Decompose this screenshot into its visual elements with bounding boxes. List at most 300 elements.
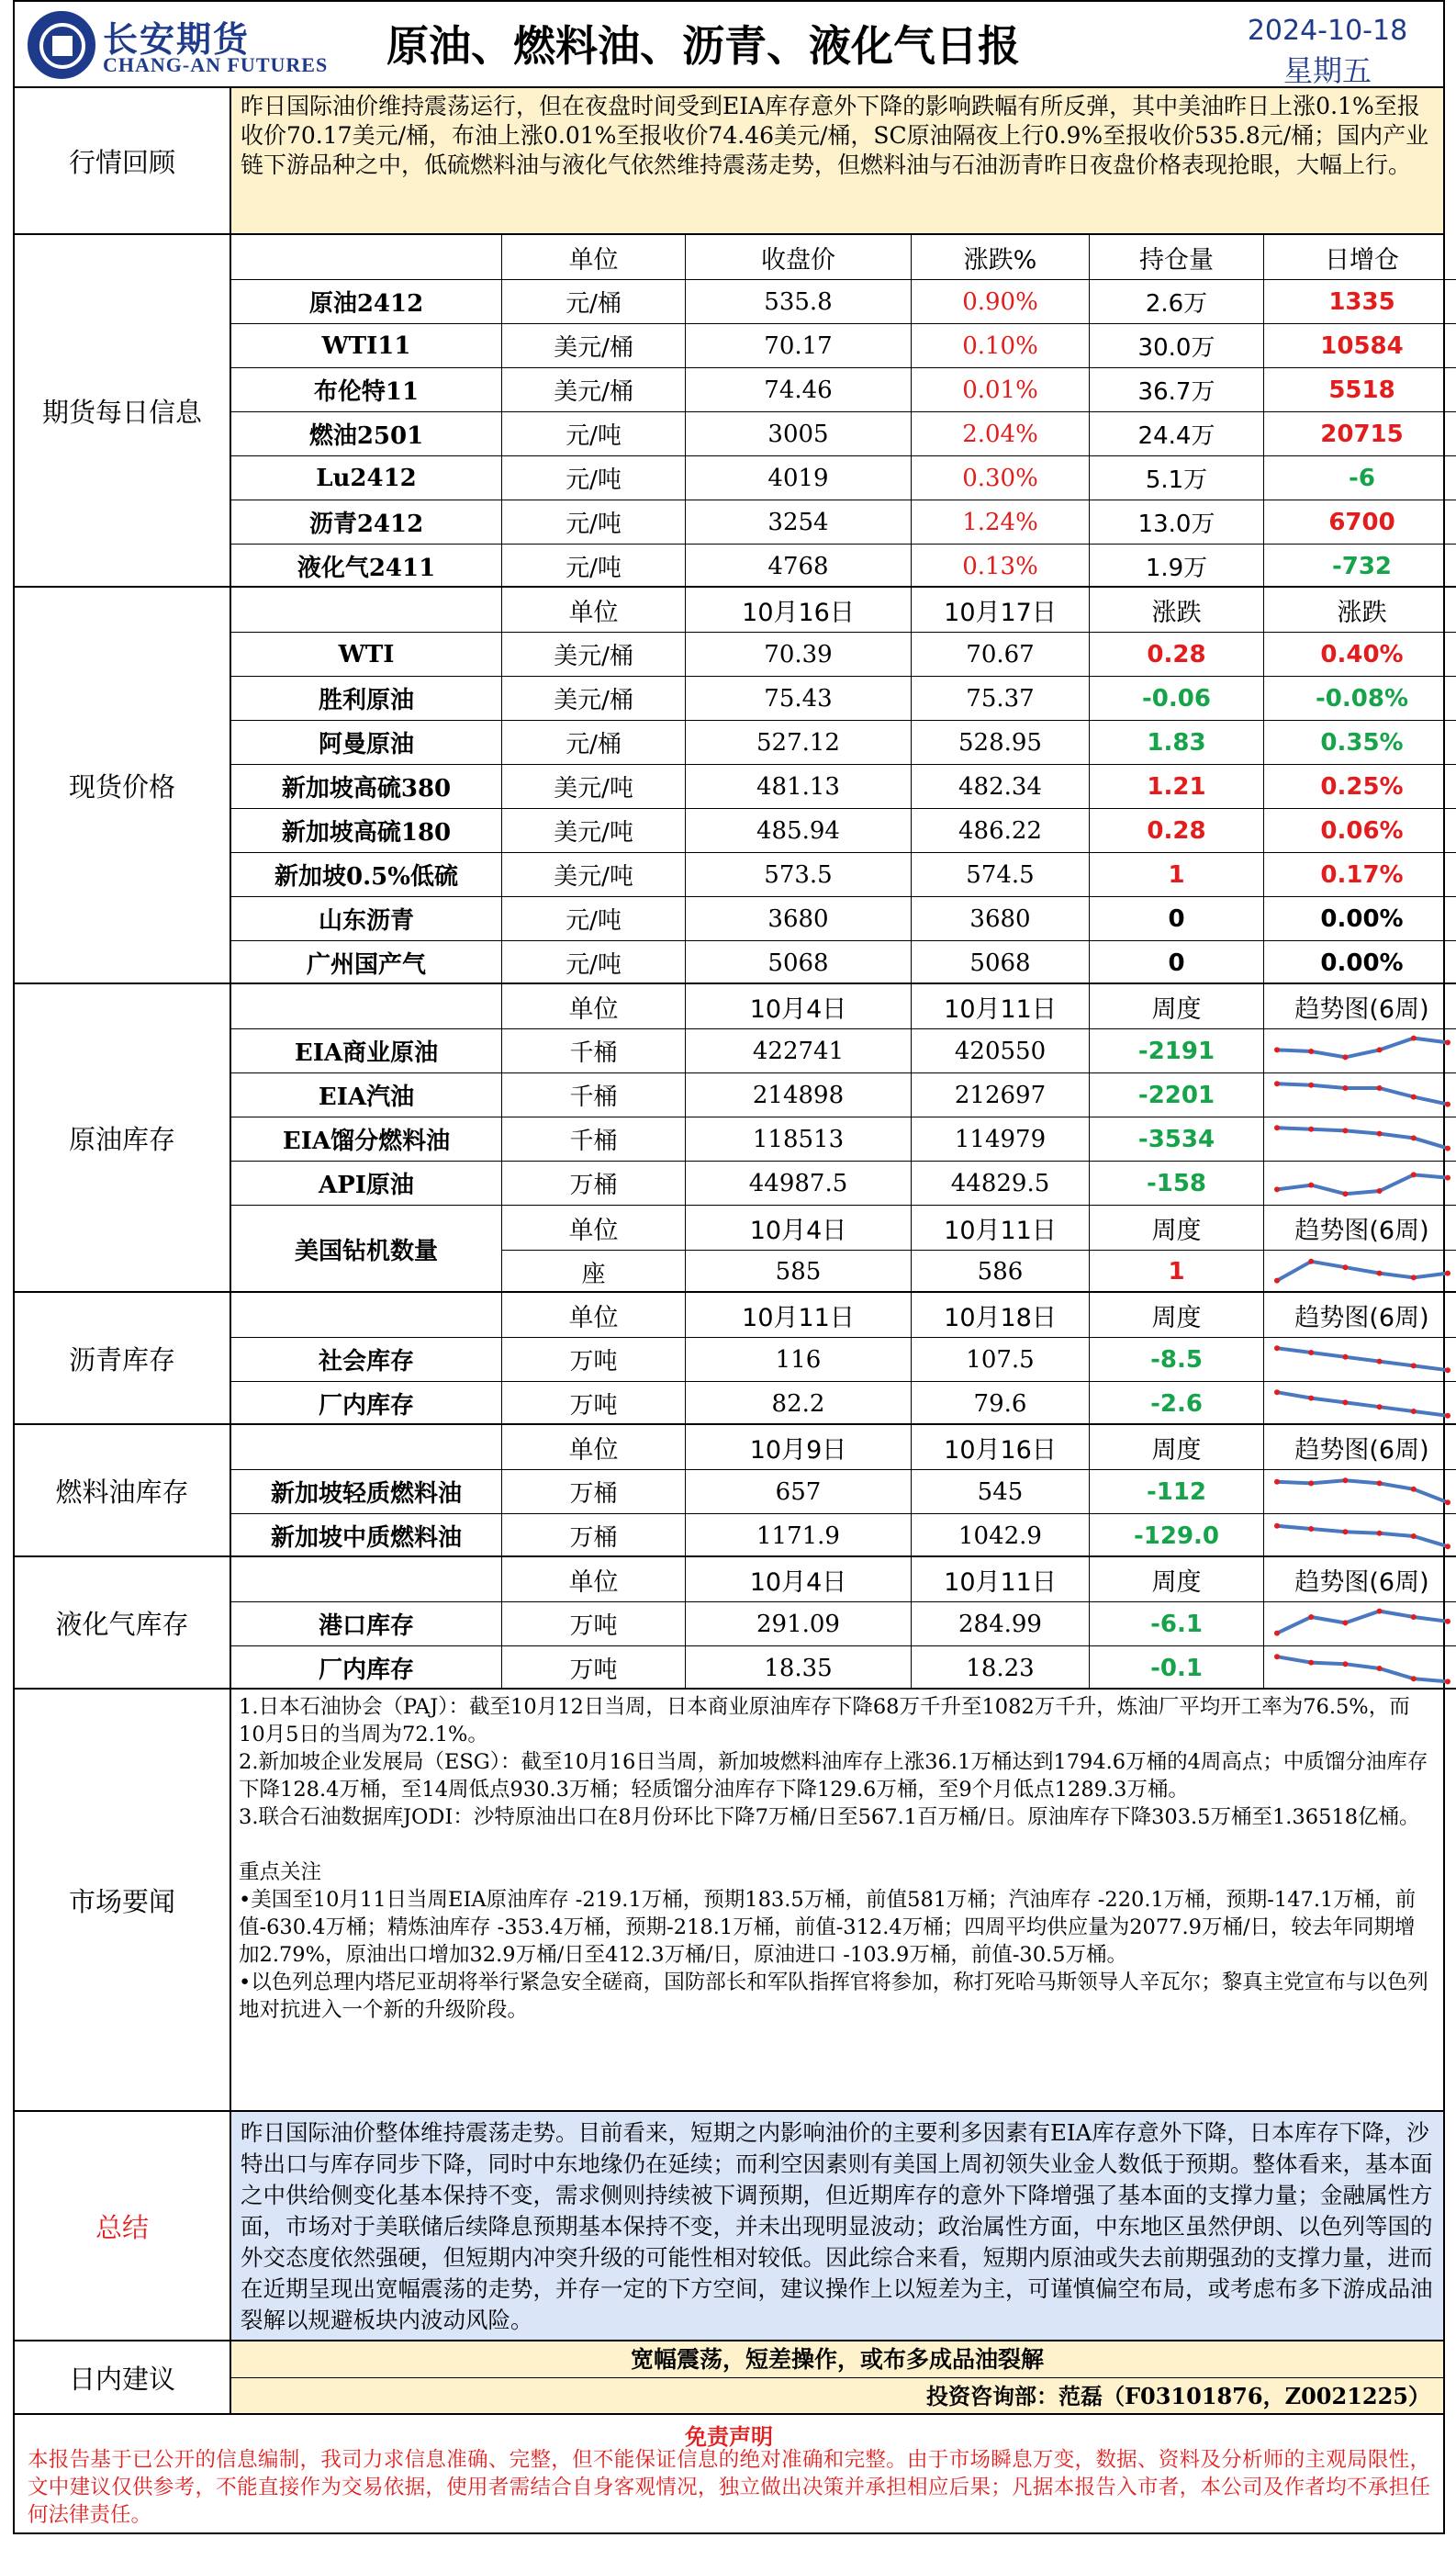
column-header: 周度: [1089, 1206, 1263, 1250]
price-day1: 527.12: [685, 721, 911, 764]
value-week1: 657: [685, 1470, 911, 1513]
trend-point: [1377, 1130, 1383, 1136]
stock-row: [231, 1601, 1456, 1645]
table-header-row: [231, 1293, 1456, 1337]
stock-name: 新加坡轻质燃料油: [270, 1480, 462, 1508]
column-header: 10月11日: [911, 984, 1089, 1028]
column-header: 趋势图(6周): [1263, 1557, 1456, 1601]
futures-row: [231, 500, 1456, 544]
unit: 万桶: [501, 1162, 685, 1205]
section-label-advice: 日内建议: [15, 2341, 231, 2415]
trend-chart: [1264, 1073, 1456, 1117]
unit: 万吨: [501, 1646, 685, 1690]
oi-change: -6: [1263, 456, 1456, 500]
price-day2: 70.67: [911, 633, 1089, 676]
stock-name: EIA商业原油: [294, 1039, 439, 1067]
change-pct: 0.00%: [1263, 941, 1456, 984]
crude-stock-table: [231, 984, 1456, 1293]
futures-table: [231, 235, 1456, 588]
news-focus-title: 重点关注: [239, 1860, 322, 1884]
trend-point: [1342, 1529, 1348, 1534]
rig-data-row: [231, 1250, 1456, 1294]
trend-point: [1377, 1358, 1383, 1364]
column-header: 趋势图(6周): [1263, 1206, 1456, 1250]
column-header: 涨跌: [1089, 588, 1263, 632]
unit: 元/桶: [501, 721, 685, 764]
section-label-lpg-stock: 液化气库存: [15, 1557, 231, 1690]
report-title: 原油、燃料油、沥青、液化气日报: [386, 21, 1020, 71]
trend-point: [1308, 1480, 1314, 1486]
trend-sparkline: [1263, 1073, 1456, 1117]
column-header: 10月16日: [911, 1425, 1089, 1469]
trend-point: [1445, 1499, 1450, 1505]
report-weekday: 星期五: [1282, 53, 1372, 88]
stock-name: API原油: [319, 1172, 414, 1199]
price-day1: 75.43: [685, 677, 911, 720]
trend-point: [1411, 1035, 1417, 1040]
value-week1: 422741: [685, 1029, 911, 1072]
trend-chart: [1264, 1470, 1456, 1513]
trend-point: [1308, 1395, 1314, 1400]
trend-point: [1445, 1544, 1450, 1549]
oi-change: 5518: [1263, 368, 1456, 411]
trend-point: [1411, 1614, 1417, 1620]
trend-line: [1277, 1084, 1448, 1104]
stock-name: EIA汽油: [318, 1084, 415, 1111]
section-label-crude-stock: 原油库存: [15, 984, 231, 1293]
open-interest: 24.4万: [1089, 412, 1263, 455]
unit: 美元/桶: [501, 677, 685, 720]
trend-point: [1445, 1679, 1450, 1684]
column-header: 趋势图(6周): [1263, 1293, 1456, 1337]
trend-sparkline: [1263, 1117, 1456, 1161]
close-price: 74.46: [685, 368, 911, 411]
change-pct: 0.17%: [1263, 853, 1456, 896]
column-header: 10月11日: [911, 1206, 1089, 1250]
trend-point: [1342, 1620, 1348, 1625]
trend-point: [1308, 1350, 1314, 1355]
trend-point: [1445, 1101, 1450, 1106]
value-week1: 18.35: [685, 1646, 911, 1690]
futures-row: [231, 279, 1456, 323]
spot-row: [231, 896, 1456, 940]
trend-point: [1377, 1188, 1383, 1194]
unit: 元/吨: [501, 941, 685, 984]
value-week2: 212697: [911, 1073, 1089, 1117]
news-focus-item-1: •美国至10月11日当周EIA原油库存 -219.1万桶，预期183.5万桶，前值581万桶；汽油库存 -220.1万桶，预期-147.1万桶，前值-630.4万桶；精炼油库存 -353.4万桶，预期-218.1万桶，前值-312.4万桶；四周平均供应量为2077.9万桶/日，较去年同期增加2.79%，原油出口增加32.9万桶/日至412.3万桶/日，原油进口 -103.9万桶，前值-30.5万桶。: [239, 1888, 1417, 1967]
column-header: 10月17日: [911, 588, 1089, 632]
spot-name: 阿曼原油: [318, 731, 414, 758]
trend-line: [1277, 1656, 1448, 1681]
price-day1: 5068: [685, 941, 911, 984]
value-week2: 1042.9: [911, 1514, 1089, 1557]
trend-point: [1308, 1259, 1314, 1264]
table-header-row: [231, 588, 1456, 632]
column-header: 周度: [1089, 1293, 1263, 1337]
value-week2: 18.23: [911, 1646, 1089, 1690]
column-header: 10月4日: [685, 1557, 911, 1601]
change-pct: 0.00%: [1263, 897, 1456, 940]
trend-point: [1274, 1522, 1280, 1528]
trend-line: [1277, 1038, 1448, 1057]
section-label-futures: 期货每日信息: [15, 235, 231, 588]
trend-line: [1277, 1348, 1448, 1370]
trend-point: [1377, 1085, 1383, 1091]
unit: 千桶: [501, 1117, 685, 1161]
trend-chart: [1264, 1646, 1456, 1690]
trend-point: [1377, 1608, 1383, 1613]
price-day2: 574.5: [911, 853, 1089, 896]
trend-point: [1411, 1486, 1417, 1491]
oi-change: 1335: [1263, 280, 1456, 323]
instrument-name: 液化气2411: [297, 555, 436, 582]
unit: 万吨: [501, 1338, 685, 1381]
spot-name: WTI: [338, 640, 395, 668]
trend-sparkline: [1263, 1250, 1456, 1294]
spot-name: 新加坡高硫180: [281, 819, 452, 847]
value-week2: 545: [911, 1470, 1089, 1513]
column-header: 单位: [501, 1206, 685, 1250]
open-interest: 30.0万: [1089, 324, 1263, 367]
trend-point: [1445, 1039, 1450, 1045]
price-day2: 5068: [911, 941, 1089, 984]
rig-count-name: 美国钻机数量: [294, 1238, 438, 1265]
stock-name: 港口库存: [318, 1612, 414, 1640]
summary-text: 昨日国际油价整体维持震荡走势。目前看来，短期之内影响油价的主要利多因素有EIA库存意外下降，日本库存下降，沙特出口与库存同步下降，同时中东地缘仍在延续；而利空因素则有美国上周初领失业金人数低于预期。整体看来，基本面之中供给侧变化基本保持不变，需求侧则持续被下调预期，但近期库存的意外下降增强了基本面的支撑力量；金融属性方面，市场对于美联储后续降息预期基本保持不变，并未出现明显波动；政治属性方面，中东地区虽然伊朗、以色列等国的外交态度依然强硬，但短期内冲突升级的可能性相对较低。因此综合来看，短期内原油或失去前期强劲的支撑力量，进而在近期呈现出宽幅震荡的走势，并存一定的下方空间，建议操作上以短差为主，可谨慎偏空布局，或考虑布多下游成品油裂解以规避板块内波动风险。: [231, 2112, 1443, 2341]
spot-row: [231, 852, 1456, 896]
table-header-row: [231, 1425, 1456, 1469]
fuel-stock-table: [231, 1425, 1456, 1557]
value-week1: 214898: [685, 1073, 911, 1117]
column-header: 单位: [501, 235, 685, 279]
futures-row: [231, 455, 1456, 500]
open-interest: 1.9万: [1089, 545, 1263, 588]
value-week2: 420550: [911, 1029, 1089, 1072]
spot-row: [231, 808, 1456, 852]
trend-point: [1308, 1082, 1314, 1087]
weekly-change: -3534: [1089, 1117, 1263, 1161]
trend-point: [1274, 1345, 1280, 1351]
report-body: [13, 86, 1445, 2534]
change-pct: 0.90%: [911, 280, 1089, 323]
trend-point: [1274, 1081, 1280, 1086]
value-week1: 44987.5: [685, 1162, 911, 1205]
stock-name: 厂内库存: [318, 1392, 414, 1420]
trend-chart: [1264, 1382, 1456, 1425]
trend-point: [1274, 1478, 1280, 1484]
table-header-row: [231, 984, 1456, 1028]
value-week2: 107.5: [911, 1338, 1089, 1381]
price-day2: 482.34: [911, 765, 1089, 808]
trend-point: [1377, 1047, 1383, 1052]
section-label-fuel-stock: 燃料油库存: [15, 1425, 231, 1557]
column-header: 单位: [501, 588, 685, 632]
price-day1: 3680: [685, 897, 911, 940]
unit: 座: [501, 1250, 685, 1294]
stock-row: [231, 1381, 1456, 1425]
section-label-summary: 总结: [15, 2112, 231, 2341]
change-pct: 0.06%: [1263, 809, 1456, 852]
instrument-name: 燃油2501: [308, 422, 424, 450]
spot-row: [231, 676, 1456, 720]
trend-point: [1274, 1186, 1280, 1192]
change-pct: 0.01%: [911, 368, 1089, 411]
trend-point: [1308, 1614, 1314, 1620]
stock-row: [231, 1469, 1456, 1513]
change-pct: 0.13%: [911, 545, 1089, 588]
instrument-name: 沥青2412: [308, 511, 424, 538]
change-pct: -0.08%: [1263, 677, 1456, 720]
unit: 元/吨: [501, 545, 685, 588]
trend-point: [1377, 1404, 1383, 1409]
advice-analyst: 投资咨询部：范磊（F03101876，Z0021225）: [925, 2383, 1430, 2409]
trend-chart: [1264, 1029, 1456, 1072]
company-logo-icon: [28, 11, 95, 79]
column-header: [231, 1425, 501, 1469]
trend-line: [1277, 1174, 1448, 1194]
trend-chart: [1264, 1338, 1456, 1381]
column-header: 单位: [501, 1425, 685, 1469]
open-interest: 2.6万: [1089, 280, 1263, 323]
column-header: [231, 1293, 501, 1337]
open-interest: 13.0万: [1089, 500, 1263, 544]
weekly-change: -2201: [1089, 1073, 1263, 1117]
column-header: 10月16日: [685, 588, 911, 632]
asphalt-stock-table: [231, 1293, 1456, 1425]
weekly-change: -6.1: [1089, 1602, 1263, 1645]
column-header: 单位: [501, 1293, 685, 1337]
close-price: 4019: [685, 456, 911, 500]
oi-change: 10584: [1263, 324, 1456, 367]
trend-chart: [1264, 1162, 1456, 1205]
instrument-name: 布伦特11: [313, 378, 420, 406]
column-header: [231, 1557, 501, 1601]
trend-sparkline: [1263, 1514, 1456, 1557]
value-week1: 291.09: [685, 1602, 911, 1645]
spot-row: [231, 764, 1456, 808]
section-label-asphalt-stock: 沥青库存: [15, 1293, 231, 1425]
market-review-text: 昨日国际油价维持震荡运行，但在夜盘时间受到EIA库存意外下降的影响跌幅有所反弹，其中美油昨日上涨0.1%至报收价70.17美元/桶，布油上涨0.01%至报收价74.46美元/桶，SC原油隔夜上行0.9%至报收价535.8元/桶；国内产业链下游品种之中，低硫燃料油与液化气依然维持震荡走势，但燃料油与石油沥青昨日夜盘价格表现抢眼，大幅上行。: [231, 88, 1443, 235]
trend-chart: [1264, 1514, 1456, 1557]
unit: 万吨: [501, 1382, 685, 1425]
stock-row: [231, 1513, 1456, 1557]
column-header: 周度: [1089, 984, 1263, 1028]
value-week1: 1171.9: [685, 1514, 911, 1557]
trend-point: [1411, 1676, 1417, 1681]
unit: 元/吨: [501, 412, 685, 455]
value-week1: 116: [685, 1338, 911, 1381]
column-header: 10月4日: [685, 1206, 911, 1250]
table-header-row: [231, 235, 1456, 279]
value-week1: 585: [685, 1250, 911, 1294]
unit: 美元/桶: [501, 368, 685, 411]
news-item-2: 2.新加坡企业发展局（ESG）：截至10月16日当周，新加坡燃料油库存上涨36.1万桶达到1794.6万桶的4周高点；中质馏分油库存下降128.4万桶，至14周低点930.3万桶；轻质馏分油库存下降129.6万桶，至9个月低点1289.3万桶。: [239, 1750, 1428, 1802]
stock-row: [231, 1645, 1456, 1690]
rig-header-row: [231, 1206, 1456, 1250]
change: 0.28: [1089, 633, 1263, 676]
unit: 元/吨: [501, 500, 685, 544]
trend-point: [1308, 1049, 1314, 1054]
column-header: 单位: [501, 984, 685, 1028]
disclaimer: [15, 2415, 1443, 2532]
unit: 万吨: [501, 1602, 685, 1645]
change: 1: [1089, 853, 1263, 896]
section-label-market-review: 行情回顾: [15, 88, 231, 235]
news-focus-item-2: •以色列总理内塔尼亚胡将举行紧急安全磋商，国防部长和军队指挥官将参加，称打死哈马斯领导人辛瓦尔；黎真主党宣布与以色列地对抗进入一个新的升级阶段。: [239, 1971, 1428, 2022]
trend-point: [1411, 1409, 1417, 1414]
trend-point: [1342, 1054, 1348, 1060]
value-week1: 82.2: [685, 1382, 911, 1425]
stock-name: 社会库存: [318, 1348, 414, 1376]
open-interest: 36.7万: [1089, 368, 1263, 411]
trend-point: [1274, 1047, 1280, 1052]
advice-block: [231, 2341, 1443, 2415]
trend-point: [1342, 1477, 1348, 1483]
change-pct: 1.24%: [911, 500, 1089, 544]
unit: 元/桶: [501, 280, 685, 323]
trend-sparkline: [1263, 1029, 1456, 1072]
weekly-change: -8.5: [1089, 1338, 1263, 1381]
trend-point: [1308, 1526, 1314, 1532]
weekly-change: -158: [1089, 1162, 1263, 1205]
trend-sparkline: [1263, 1602, 1456, 1645]
spot-name: 广州国产气: [306, 951, 426, 979]
trend-sparkline: [1263, 1470, 1456, 1513]
change-pct: 0.35%: [1263, 721, 1456, 764]
change: 0: [1089, 897, 1263, 940]
change-pct: 0.30%: [911, 456, 1089, 500]
table-header-row: [231, 1557, 1456, 1601]
column-header: 日增仓: [1263, 235, 1456, 279]
trend-point: [1445, 1412, 1450, 1418]
column-header: 涨跌%: [911, 235, 1089, 279]
unit: 千桶: [501, 1073, 685, 1117]
price-day2: 75.37: [911, 677, 1089, 720]
weekly-change: -0.1: [1089, 1646, 1263, 1690]
trend-point: [1445, 1145, 1450, 1151]
oi-change: 6700: [1263, 500, 1456, 544]
trend-point: [1342, 1128, 1348, 1133]
news-item-3: 3.联合石油数据库JODI：沙特原油出口在8月份环比下降7万桶/日至567.1百万桶/日。原油库存下降303.5万桶至1.36518亿桶。: [239, 1805, 1420, 1829]
unit: 元/吨: [501, 897, 685, 940]
column-header: 10月18日: [911, 1293, 1089, 1337]
weekly-change: -2191: [1089, 1029, 1263, 1072]
trend-line: [1277, 1525, 1448, 1545]
news-item-1: 1.日本石油协会（PAJ）：截至10月12日当周，日本商业原油库存下降68万千升至1082万千升，炼油厂平均开工率为76.5%，而10月5日的当周为72.1%。: [239, 1695, 1410, 1746]
trend-point: [1274, 1654, 1280, 1659]
trend-point: [1377, 1530, 1383, 1535]
trend-point: [1342, 1399, 1348, 1405]
trend-point: [1411, 1094, 1417, 1099]
trend-point: [1342, 1353, 1348, 1359]
spot-name: 山东沥青: [318, 907, 414, 935]
stock-row: [231, 1161, 1456, 1205]
oi-change: 20715: [1263, 412, 1456, 455]
disclaimer-title: 免责声明: [685, 2423, 773, 2450]
trend-point: [1411, 1274, 1417, 1280]
trend-point: [1377, 1666, 1383, 1671]
spot-name: 胜利原油: [318, 687, 414, 714]
column-header: 周度: [1089, 1557, 1263, 1601]
trend-point: [1274, 1389, 1280, 1395]
column-header: [231, 235, 501, 279]
change: 1.83: [1089, 721, 1263, 764]
stock-name: 厂内库存: [318, 1656, 414, 1684]
price-day2: 3680: [911, 897, 1089, 940]
close-price: 70.17: [685, 324, 911, 367]
value-week2: 44829.5: [911, 1162, 1089, 1205]
trend-chart: [1264, 1602, 1456, 1645]
trend-point: [1411, 1135, 1417, 1140]
weekly-change: -129.0: [1089, 1514, 1263, 1557]
price-day1: 481.13: [685, 765, 911, 808]
column-header: 持仓量: [1089, 235, 1263, 279]
trend-sparkline: [1263, 1646, 1456, 1690]
advice-text: 宽幅震荡，短差操作，或布多成品油裂解: [231, 2341, 1443, 2378]
unit: 美元/吨: [501, 809, 685, 852]
close-price: 535.8: [685, 280, 911, 323]
spot-row: [231, 632, 1456, 676]
trend-point: [1342, 1661, 1348, 1667]
stock-row: [231, 1337, 1456, 1381]
trend-sparkline: [1263, 1162, 1456, 1205]
trend-line: [1277, 1480, 1448, 1502]
trend-point: [1411, 1363, 1417, 1368]
trend-chart: [1264, 1117, 1456, 1161]
trend-point: [1274, 1278, 1280, 1284]
lpg-stock-table: [231, 1557, 1456, 1690]
unit: 美元/桶: [501, 324, 685, 367]
column-header: 10月11日: [911, 1557, 1089, 1601]
column-header: 趋势图(6周): [1263, 1425, 1456, 1469]
trend-line: [1277, 1128, 1448, 1148]
trend-point: [1377, 1271, 1383, 1276]
change: 0: [1089, 941, 1263, 984]
unit: 万桶: [501, 1470, 685, 1513]
trend-point: [1308, 1659, 1314, 1665]
stock-row: [231, 1117, 1456, 1161]
change: 1.21: [1089, 765, 1263, 808]
trend-point: [1274, 1630, 1280, 1635]
stock-row: [231, 1072, 1456, 1117]
brand-name-en: CHANG-AN FUTURES: [103, 53, 329, 76]
report-date: 2024-10-18: [1247, 15, 1408, 47]
trend-line: [1277, 1392, 1448, 1416]
trend-point: [1342, 1264, 1348, 1270]
close-price: 4768: [685, 545, 911, 588]
trend-line: [1277, 1611, 1448, 1633]
spot-table: [231, 588, 1456, 984]
unit: 美元/吨: [501, 765, 685, 808]
trend-point: [1411, 1172, 1417, 1177]
unit: 美元/吨: [501, 853, 685, 896]
value-week2: 79.6: [911, 1382, 1089, 1425]
unit: 千桶: [501, 1029, 685, 1072]
trend-point: [1377, 1480, 1383, 1486]
trend-sparkline: [1263, 1382, 1456, 1425]
price-day2: 528.95: [911, 721, 1089, 764]
weekly-change: 1: [1089, 1250, 1263, 1294]
stock-name: 新加坡中质燃料油: [270, 1524, 462, 1552]
change: 0.28: [1089, 809, 1263, 852]
trend-point: [1342, 1191, 1348, 1196]
column-header: 收盘价: [685, 235, 911, 279]
trend-point: [1411, 1533, 1417, 1539]
trend-point: [1445, 1174, 1450, 1180]
spot-name: 新加坡0.5%低硫: [274, 863, 458, 891]
change: -0.06: [1089, 677, 1263, 720]
column-header: 10月9日: [685, 1425, 911, 1469]
